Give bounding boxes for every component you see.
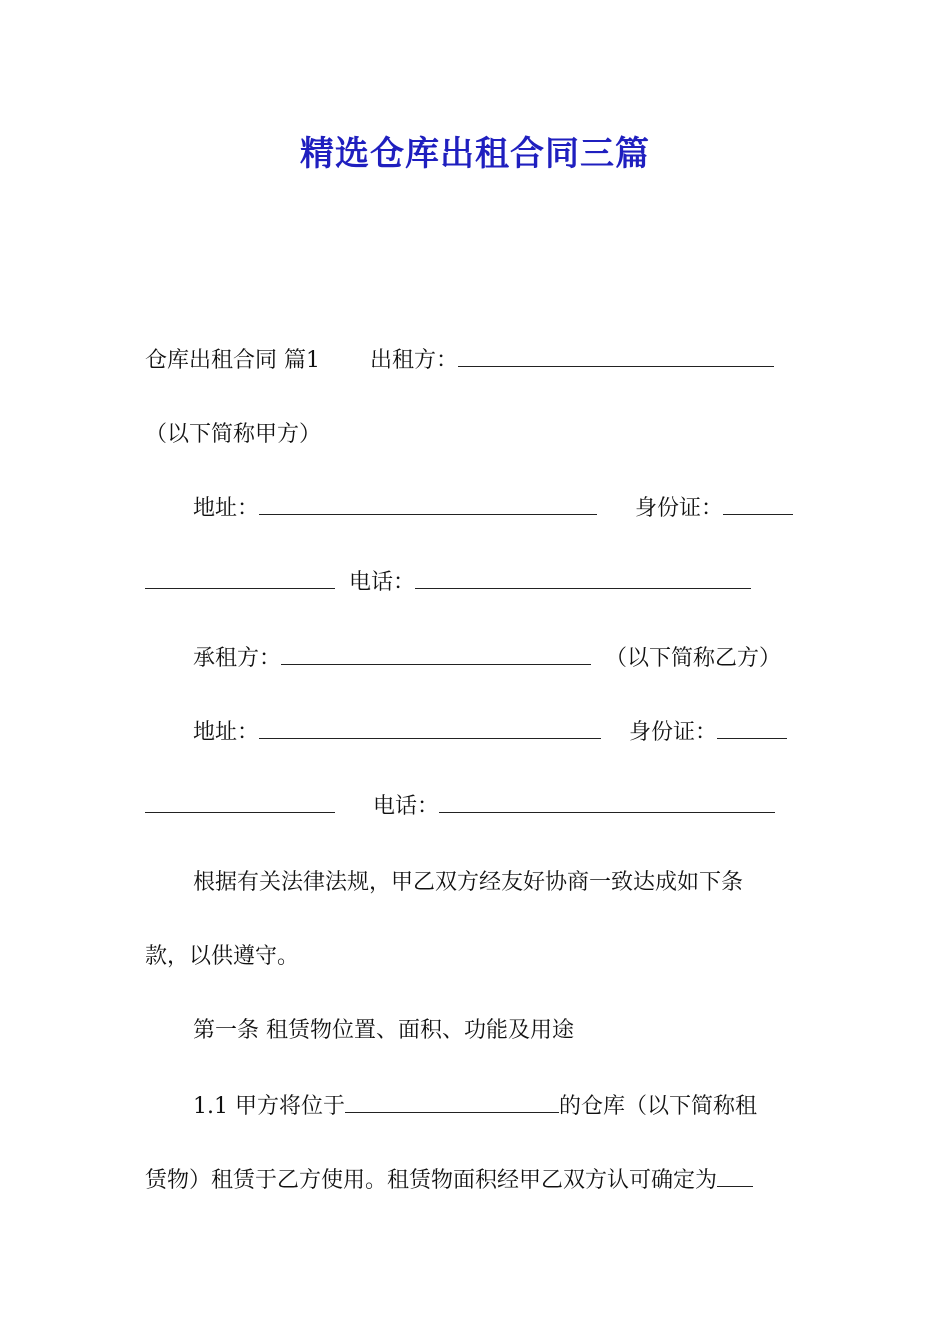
lessee-phone-blank: [439, 792, 775, 813]
lessor-address-blank: [259, 494, 597, 515]
area-blank: [717, 1166, 753, 1187]
lessor-phone-line: [145, 568, 751, 598]
lessee-id-label: 身份证：: [629, 720, 718, 745]
warehouse-location-blank: [345, 1092, 559, 1113]
lessee-blank: [281, 644, 591, 665]
clause-1-1-line2-text: 赁物）租赁于乙方使用。租赁物面积经甲乙双方认可确定为: [145, 1168, 718, 1193]
lessee-line: [193, 644, 781, 674]
lessor-note: （以下简称甲方）: [145, 422, 322, 447]
lessor-label: 出租方：: [370, 348, 459, 373]
lessor-phone-blank: [415, 568, 751, 589]
lessee-id-blank: [717, 718, 787, 739]
lessee-address-line: [193, 718, 787, 748]
lessor-id-blank-cont: [145, 568, 335, 589]
lessee-address-blank: [259, 718, 601, 739]
contract-heading: 仓库出租合同 篇1: [145, 348, 320, 373]
lessee-address-label: 地址：: [193, 720, 260, 745]
lessor-phone-label: 电话：: [349, 570, 416, 595]
document-title: 精选仓库出租合同三篇: [300, 134, 650, 174]
lessee-phone-label: 电话：: [373, 794, 440, 819]
lessee-label: 承租方：: [193, 646, 282, 671]
heading-line: [145, 346, 774, 376]
clause-1-1-start: 1.1 甲方将位于: [193, 1094, 345, 1119]
preamble-line-2: 款，以供遵守。: [145, 944, 300, 969]
lessor-blank: [458, 346, 774, 367]
lessor-note-line: [145, 420, 321, 450]
lessee-id-blank-cont: [145, 792, 335, 813]
lessor-address-label: 地址：: [193, 496, 260, 521]
clause-1-1-line-2: [145, 1166, 753, 1196]
article-1-heading: 第一条 租赁物位置、面积、功能及用途: [193, 1018, 574, 1043]
lessor-id-blank: [723, 494, 793, 515]
lessee-phone-line: [145, 792, 775, 822]
lessor-id-label: 身份证：: [635, 496, 724, 521]
lessor-address-line: [193, 494, 793, 524]
lessee-note: （以下简称乙方）: [605, 646, 782, 671]
clause-1-1-line-1: [193, 1092, 757, 1122]
preamble-line-1: 根据有关法律法规，甲乙双方经友好协商一致达成如下条: [193, 870, 744, 895]
clause-1-1-end: 的仓库（以下简称租: [558, 1094, 757, 1119]
